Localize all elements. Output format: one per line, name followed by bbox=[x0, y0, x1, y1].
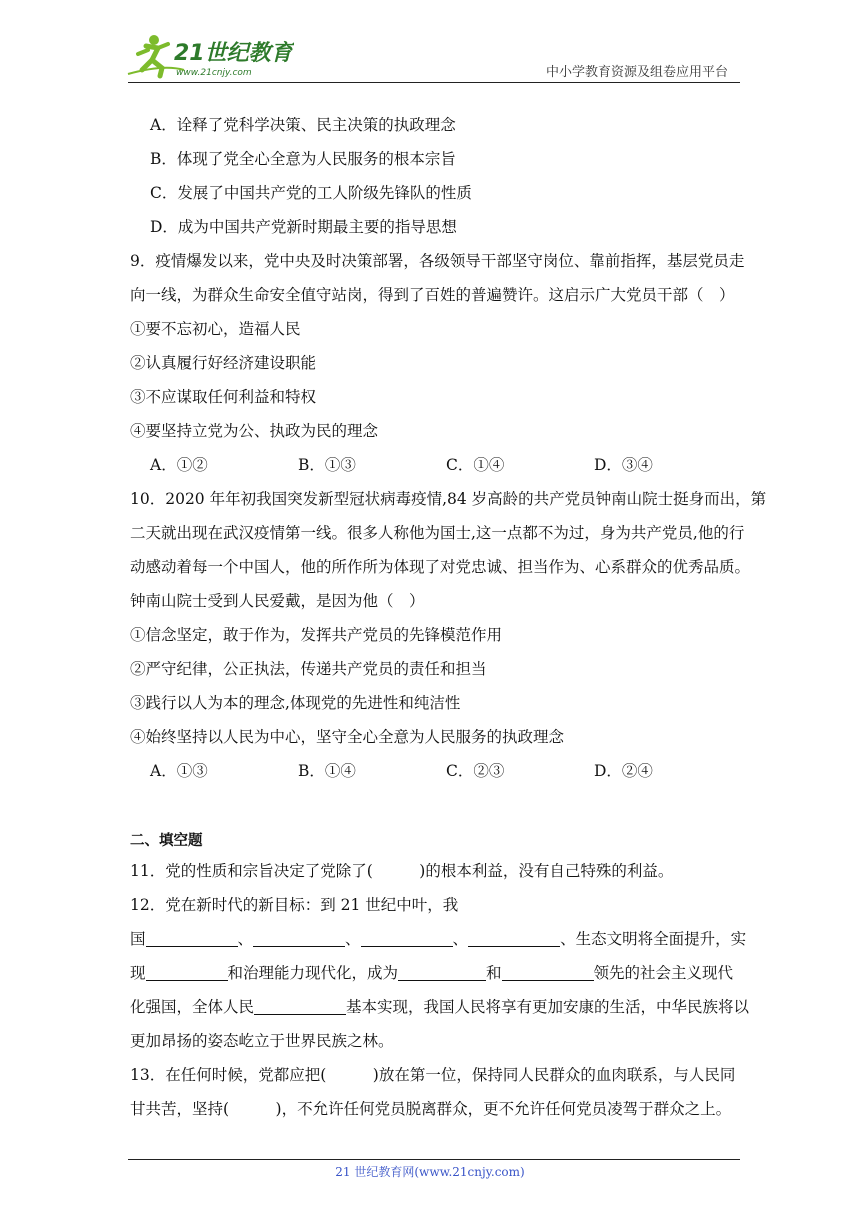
q12-line: 更加昂扬的姿态屹立于世界民族之林。 bbox=[130, 1032, 394, 1050]
blank[interactable] bbox=[502, 962, 594, 981]
q9-choice-c: C．①④ bbox=[446, 456, 505, 474]
q12-text: 国 bbox=[130, 930, 146, 948]
logo-text: 21世纪教育 bbox=[174, 41, 293, 66]
q12-sep: 、 bbox=[237, 930, 254, 948]
q12-text: 化强国，全体人民 bbox=[130, 998, 255, 1016]
q10-choice-d: D．②④ bbox=[594, 762, 653, 780]
q12-line bbox=[130, 990, 750, 1024]
blank[interactable] bbox=[146, 962, 228, 981]
blank[interactable] bbox=[361, 928, 453, 947]
q9-choice-a: A．①② bbox=[150, 456, 208, 474]
q10-choice-b: B．①④ bbox=[298, 762, 356, 780]
q10-item: ①信念坚定，敢于作为，发挥共产党员的先锋模范作用 bbox=[130, 626, 503, 644]
document-body bbox=[130, 108, 767, 1126]
section-title-fill-in: 二、填空题 bbox=[130, 833, 203, 849]
q10-choice-c: C．②③ bbox=[446, 762, 505, 780]
q10-item: ③践行以人为本的理念,体现党的先进性和纯洁性 bbox=[130, 694, 461, 712]
q9-choice-b: B．①③ bbox=[298, 456, 356, 474]
q8-option-c: C．发展了中国共产党的工人阶级先锋队的性质 bbox=[150, 184, 472, 202]
footer-link[interactable]: 21 世纪教育网(www.21cnjy.com) bbox=[335, 1165, 525, 1179]
q10-stem-line: 二天就出现在武汉疫情第一线。很多人称他为国士,这一点都不为过，身为共产党员,他的行 bbox=[130, 524, 745, 542]
q8-option-b: B．体现了党全心全意为人民服务的根本宗旨 bbox=[150, 150, 456, 168]
q13-line: 甘共苦，坚持( )，不允许任何党员脱离群众，更不允许任何党员凌驾于群众之上。 bbox=[130, 1100, 732, 1118]
q10-choice-a: A．①③ bbox=[150, 762, 208, 780]
q13-line: 13．在任何时候，党都应把( )放在第一位，保持同人民群众的血肉联系，与人民同 bbox=[130, 1066, 736, 1084]
q11-text: 11．党的性质和宗旨决定了党除了( )的根本利益，没有自己特殊的利益。 bbox=[130, 862, 674, 880]
q10-stem-line: 10．2020 年年初我国突发新型冠状病毒疫情,84 岁高龄的共产党员钟南山院士挺身而出，第 bbox=[130, 490, 767, 508]
q9-item: ①要不忘初心，造福人民 bbox=[130, 320, 301, 338]
blank[interactable] bbox=[468, 928, 560, 947]
q12-text: 基本实现，我国人民将享有更加安康的生活，中华民族将以 bbox=[346, 998, 750, 1016]
q9-choices bbox=[130, 448, 742, 482]
q12-text: 、生态文明将全面提升，实 bbox=[560, 930, 747, 948]
blank[interactable] bbox=[253, 928, 345, 947]
q12-line: 12．党在新时代的新目标：到 21 世纪中叶，我 bbox=[130, 896, 459, 914]
q8-option-a: A．诠释了党科学决策、民主决策的执政理念 bbox=[150, 116, 456, 134]
q10-stem-line: 动感动着每一个中国人，他的所作所为体现了对党忠诚、担当作为、心系群众的优秀品质。 bbox=[130, 558, 751, 576]
q12-sep: 、 bbox=[452, 930, 469, 948]
platform-name: 中小学教育资源及组卷应用平台 bbox=[545, 65, 728, 80]
header-divider bbox=[128, 82, 740, 83]
q12-text: 和 bbox=[486, 964, 502, 982]
q12-text: 和治理能力现代化，成为 bbox=[227, 964, 399, 982]
q10-item: ②严守纪律，公正执法，传递共产党员的责任和担当 bbox=[130, 660, 487, 678]
q9-item: ③不应谋取任何利益和特权 bbox=[130, 388, 317, 406]
blank[interactable] bbox=[146, 928, 238, 947]
q9-choice-d: D．③④ bbox=[594, 456, 653, 474]
q12-line bbox=[130, 956, 742, 990]
blank[interactable] bbox=[254, 996, 346, 1015]
q12-text: 现 bbox=[130, 964, 146, 982]
q9-stem-line: 向一线，为群众生命安全值守站岗，得到了百姓的普遍赞许。这启示广大党员干部（ ） bbox=[130, 286, 735, 304]
q12-sep: 、 bbox=[345, 930, 361, 948]
site-logo bbox=[124, 30, 294, 82]
q9-item: ④要坚持立党为公、执政为民的理念 bbox=[130, 422, 379, 440]
blank[interactable] bbox=[398, 962, 486, 981]
q8-option-d: D．成为中国共产党新时期最主要的指导思想 bbox=[150, 218, 457, 236]
q10-stem-line: 钟南山院士受到人民爱戴，是因为他（ ） bbox=[130, 592, 425, 610]
q9-item: ②认真履行好经济建设职能 bbox=[130, 354, 317, 372]
q9-stem-line: 9．疫情爆发以来，党中央及时决策部署，各级领导干部坚守岗位、靠前指挥，基层党员走 bbox=[130, 252, 745, 270]
q12-text: 领先的社会主义现代 bbox=[593, 964, 734, 982]
q12-line bbox=[130, 922, 747, 956]
logo-url: www.21cnjy.com bbox=[176, 68, 252, 78]
q10-choices bbox=[130, 754, 742, 788]
q10-item: ④始终坚持以人民为中心，坚守全心全意为人民服务的执政理念 bbox=[130, 728, 565, 746]
footer-divider bbox=[128, 1159, 740, 1160]
